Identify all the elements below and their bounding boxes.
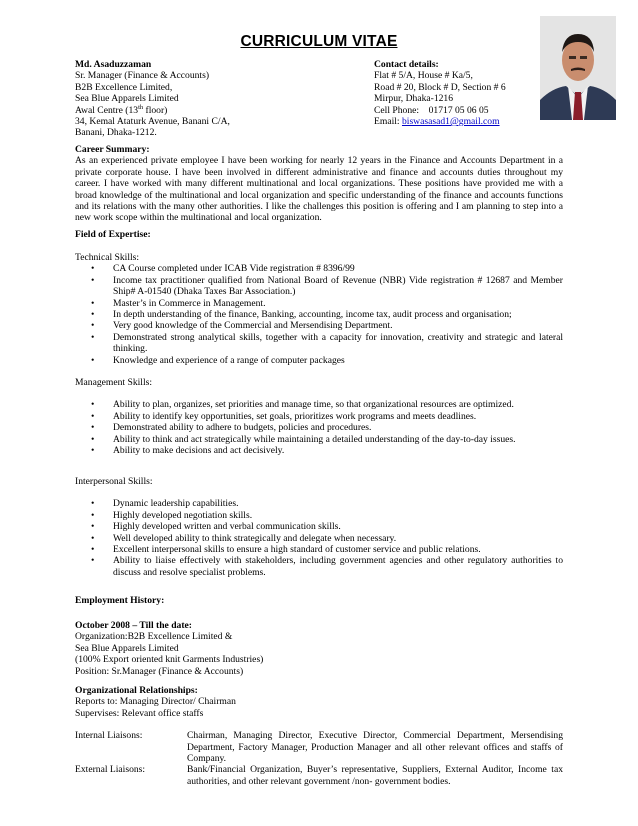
- list-item: • In depth understanding of the finance, Banking, accounting, income tax, audit process and organisation;: [75, 309, 563, 320]
- address-text-post: floor): [143, 104, 168, 116]
- company-line-1: B2B Excellence Limited,: [75, 81, 173, 93]
- list-item: • Excellent interpersonal skills to ensure a high standard of customer service and public relations.: [75, 544, 563, 555]
- contact-email-row: [374, 116, 506, 127]
- reports-to: Reports to: Managing Director/ Chairman: [75, 696, 236, 708]
- list-item: • Dynamic leadership capabilities.: [75, 498, 563, 509]
- candidate-name: Md. Asaduzzaman: [75, 59, 152, 70]
- list-item: • CA Course completed under ICAB Vide registration # 8396/99: [75, 263, 563, 274]
- management-skills-list: [75, 399, 563, 456]
- list-item: • Ability to think and act strategically while maintaining a detailed understanding of the day-to-day issues.: [75, 434, 563, 445]
- email-label: Email:: [374, 116, 402, 128]
- list-item: • Master’s in Commerce in Management.: [75, 298, 563, 309]
- interpersonal-skills-list: [75, 498, 563, 578]
- list-item: • Ability to make decisions and act decisively.: [75, 445, 563, 456]
- employment-history: [75, 595, 563, 606]
- internal-liaisons-text: Chairman, Managing Director, Executive Director, Commercial Department, Mersendising Department, Factory Manager, Production Manager and all other relevant offices and staffs of Company.: [187, 730, 563, 765]
- list-item: • Highly developed negotiation skills.: [75, 510, 563, 521]
- list-item: • Knowledge and experience of a range of computer packages: [75, 355, 563, 366]
- employment-position: Position: Sr.Manager (Finance & Accounts): [75, 665, 244, 677]
- contact-line-3: Mirpur, Dhaka-1216: [374, 93, 454, 105]
- employment-org-1: Organization:B2B Excellence Limited &: [75, 631, 233, 643]
- list-item: • Demonstrated strong analytical skills, together with a capacity for innovation, creativity and strategic and lateral thinking.: [75, 332, 563, 355]
- contact-line-1: Flat # 5/A, House # Ka/5,: [374, 70, 473, 82]
- company-line-2: Sea Blue Apparels Limited: [75, 93, 179, 105]
- employment-entry: [75, 620, 563, 677]
- contact-line-2: Road # 20, Block # D, Section # 6: [374, 81, 506, 93]
- profile-photo: [540, 16, 616, 120]
- technical-skills: [75, 252, 563, 366]
- career-summary-heading: Career Summary:: [75, 144, 150, 155]
- list-item: • Very good knowledge of the Commercial and Mersendising Department.: [75, 320, 563, 331]
- list-item: • Ability to plan, organizes, set priorities and manage time, so that organizational resources are optimized.: [75, 399, 563, 410]
- external-liaisons-row: [75, 764, 563, 787]
- interpersonal-skills-label: Interpersonal Skills:: [75, 476, 153, 487]
- list-item: • Well developed ability to think strategically and delegate when necessary.: [75, 533, 563, 544]
- career-summary-text: As an experienced private employee I have been working for nearly 12 years in the Finance and Accounts Department in a private corporate house. I have been involved in different administrative and finance and accounts duties throughout my career. I have worked with many different multinational and local organizations. These positions have provided me with a broad knowledge of the multinational and local organization and specific understanding of the finance and accounts functions and its relations with the many other authorities. I like the challenges this position is offering and I am planning to step into a new work scope within the multinational and local organization.: [75, 155, 563, 224]
- list-item: • Highly developed written and verbal communication skills.: [75, 521, 563, 532]
- management-skills-label: Management Skills:: [75, 377, 153, 388]
- relationships-heading: Organizational Relationships:: [75, 685, 198, 696]
- internal-liaisons-row: [75, 730, 563, 764]
- external-liaisons-label: External Liaisons:: [75, 764, 146, 776]
- list-item: • Ability to liaise effectively with stakeholders, including government agencies and other regulatory authorities to discuss and resolve specialist problems.: [75, 555, 563, 578]
- interpersonal-skills: [75, 476, 563, 578]
- page-title: CURRICULUM VITAE: [240, 33, 398, 50]
- contact-phone: Cell Phone: 01717 05 06 05: [374, 104, 489, 116]
- employment-heading: Employment History:: [75, 595, 165, 606]
- address-text: Awal Centre (13: [75, 104, 139, 116]
- employment-org-3: (100% Export oriented knit Garments Industries): [75, 654, 264, 666]
- management-skills: [75, 377, 563, 456]
- office-address-1: [75, 105, 230, 116]
- expertise-heading: Field of Expertise:: [75, 229, 151, 240]
- contact-details: [374, 59, 506, 127]
- email-link[interactable]: biswasasad1@gmail.com: [401, 116, 500, 128]
- employment-org-2: Sea Blue Apparels Limited: [75, 642, 179, 654]
- technical-skills-label: Technical Skills:: [75, 252, 140, 263]
- current-position: Sr. Manager (Finance & Accounts): [75, 70, 210, 82]
- internal-liaisons-label: Internal Liaisons:: [75, 730, 143, 742]
- office-address-3: Banani, Dhaka-1212.: [75, 127, 157, 139]
- personal-info: [75, 59, 230, 139]
- employment-period: October 2008 – Till the date:: [75, 620, 192, 631]
- list-item: • Demonstrated ability to adhere to budgets, policies and procedures.: [75, 422, 563, 433]
- list-item: • Income tax practitioner qualified from National Board of Revenue (NBR) Vide registration # 12687 and Member Ship# A-01540 (Dhaka Taxes Bar Association.): [75, 275, 563, 298]
- profile-photo-image: [540, 16, 616, 120]
- office-address-2: 34, Kemal Ataturk Avenue, Banani C/A,: [75, 116, 230, 128]
- list-item: • Ability to identify key opportunities, set goals, prioritizes work programs and meets deadlines.: [75, 411, 563, 422]
- contact-heading: Contact details:: [374, 59, 439, 70]
- external-liaisons-text: Bank/Financial Organization, Buyer’s representative, Suppliers, External Auditor, Income tax authorities, and other relevant government /non- government bodies.: [187, 764, 563, 787]
- field-of-expertise: [75, 229, 563, 240]
- supervises: Supervises: Relevant office staffs: [75, 707, 204, 719]
- career-summary: [75, 144, 563, 224]
- technical-skills-list: [75, 263, 563, 366]
- organizational-relationships: [75, 685, 563, 787]
- address-sup: th: [138, 103, 144, 111]
